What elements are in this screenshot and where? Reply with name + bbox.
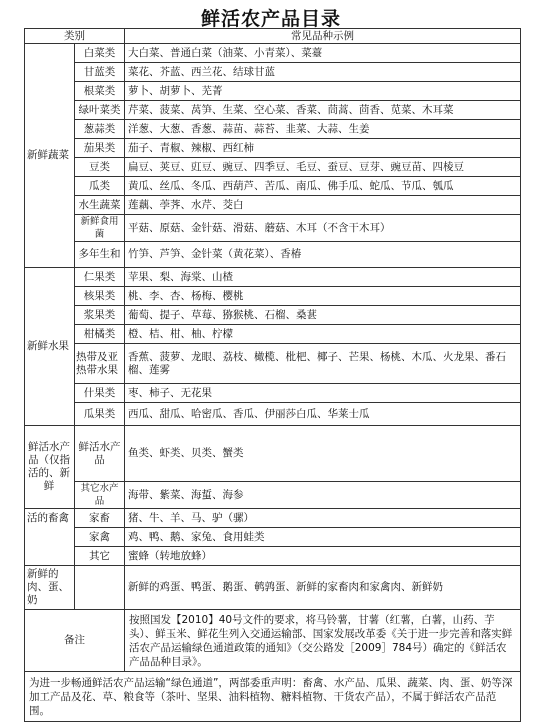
table-row [25,325,521,344]
table-row [25,158,521,177]
table-row [25,426,521,482]
examples: 洋葱、大葱、香葱、蒜苗、蒜苔、韭菜、大蒜、生姜 [125,120,521,139]
subcategory: 白菜类 [75,44,125,63]
examples: 萝卜、胡萝卜、芜菁 [125,82,521,101]
examples: 新鲜的鸡蛋、鸭蛋、鹅蛋、鹌鹑蛋、新鲜的家畜肉和家禽肉、新鲜奶 [125,566,521,610]
table-row [25,482,521,509]
examples: 西瓜、甜瓜、哈密瓜、香瓜、伊丽莎白瓜、华莱士瓜 [125,403,521,426]
examples: 鸡、鸭、鹅、家兔、食用蛙类 [125,528,521,547]
subcategory: 多年生和 [75,242,125,268]
table-row [25,672,521,722]
examples: 鱼类、虾类、贝类、蟹类 [125,426,521,482]
examples: 桃、李、杏、杨梅、樱桃 [125,287,521,306]
examples: 莲藕、荸荠、水芹、茭白 [125,196,521,215]
table-row [25,44,521,63]
table-row [25,384,521,403]
table-row [25,403,521,426]
subcategory: 甘蓝类 [75,63,125,82]
subcategory: 鲜活水产品 [75,426,125,482]
examples: 竹笋、芦笋、金针菜（黄花菜）、香椿 [125,242,521,268]
empty-cell [75,566,125,610]
table-row [25,344,521,384]
examples: 猪、牛、羊、马、驴（骡） [125,509,521,528]
footer-note: 为进一步畅通鲜活农产品运输“绿色通道”，两部委重声明：畜禽、水产品、瓜果、蔬菜、肉、蛋、奶等深加工产品及花、草、粮食等（茶叶、坚果、油料植物、糖料植物、干货农产品），不属于鲜活农产品范围。 [25,672,521,722]
table-row [25,242,521,268]
table-row [25,528,521,547]
examples: 香蕉、菠萝、龙眼、荔枝、橄榄、枇杷、椰子、芒果、杨桃、木瓜、火龙果、番石榴、莲雾 [125,344,521,384]
header-examples: 常见品种示例 [125,29,521,44]
examples: 枣、柿子、无花果 [125,384,521,403]
subcategory: 葱蒜类 [75,120,125,139]
table-row [25,177,521,196]
group-fruits: 新鲜水果 [25,268,75,426]
header-category: 类别 [25,29,125,44]
table-row [25,215,521,242]
table-row [25,287,521,306]
group-livestock: 活的畜禽 [25,509,75,566]
subcategory: 浆果类 [75,306,125,325]
table-row [25,63,521,82]
subcategory: 新鲜食用菌 [75,215,125,242]
table-row [25,139,521,158]
table-row [25,120,521,139]
subcategory: 其它水产品 [75,482,125,509]
page-title: 鲜活农产品目录 [200,8,341,30]
table-row [25,196,521,215]
subcategory: 其它 [75,547,125,566]
subcategory: 柑橘类 [75,325,125,344]
subcategory: 家禽 [75,528,125,547]
subcategory: 仁果类 [75,268,125,287]
group-meat: 新鲜的肉、蛋、奶 [25,566,75,610]
header-row [25,29,521,44]
table-row [25,547,521,566]
table-row [25,268,521,287]
subcategory: 家畜 [75,509,125,528]
notes-text: 按照国发【2010】40号文件的要求，将马铃薯，甘薯（红薯，白薯，山药、芋头）、鲜玉米、鲜花生列入交通运输部、国家发展改革委《关于进一步完善和落实鲜活农产品运输绿色通道政策的通知》（交公路发［2009］784号）确定的《鲜活农产品品种目录》。 [125,610,521,672]
subcategory: 水生蔬菜 [75,196,125,215]
examples: 葡萄、提子、草莓、猕猴桃、石榴、桑葚 [125,306,521,325]
examples: 茄子、青椒、辣椒、西红柿 [125,139,521,158]
subcategory: 核果类 [75,287,125,306]
subcategory: 热带及亚热带水果 [75,344,125,384]
subcategory: 豆类 [75,158,125,177]
subcategory: 茄果类 [75,139,125,158]
subcategory: 瓜类 [75,177,125,196]
examples: 蜜蜂（转地放蜂） [125,547,521,566]
table-row [25,101,521,120]
subcategory: 根菜类 [75,82,125,101]
examples: 芹菜、菠菜、莴笋、生菜、空心菜、香菜、茼蒿、茴香、苋菜、木耳菜 [125,101,521,120]
examples: 橙、桔、柑、柚、柠檬 [125,325,521,344]
group-aquatic: 鲜活水产品（仅指活的、新鲜 [25,426,75,509]
group-notes: 备注 [25,610,125,672]
examples: 大白菜、普通白菜（油菜、小青菜）、菜薹 [125,44,521,63]
table-row [25,566,521,610]
table-row [25,306,521,325]
group-vegetables: 新鲜蔬菜 [25,44,75,268]
examples: 平菇、原菇、金针菇、滑菇、蘑菇、木耳（不含干木耳） [125,215,521,242]
examples: 黄瓜、丝瓜、冬瓜、西葫芦、苦瓜、南瓜、佛手瓜、蛇瓜、节瓜、瓠瓜 [125,177,521,196]
product-catalog-table [24,28,521,722]
examples: 苹果、梨、海棠、山楂 [125,268,521,287]
table-row [25,610,521,672]
subcategory: 瓜果类 [75,403,125,426]
table-row [25,82,521,101]
subcategory: 绿叶菜类 [75,101,125,120]
table-row [25,509,521,528]
examples: 扁豆、荚豆、豇豆、豌豆、四季豆、毛豆、蚕豆、豆芽、豌豆苗、四棱豆 [125,158,521,177]
subcategory: 什果类 [75,384,125,403]
examples: 海带、紫菜、海蜇、海参 [125,482,521,509]
examples: 菜花、芥蓝、西兰花、结球甘蓝 [125,63,521,82]
